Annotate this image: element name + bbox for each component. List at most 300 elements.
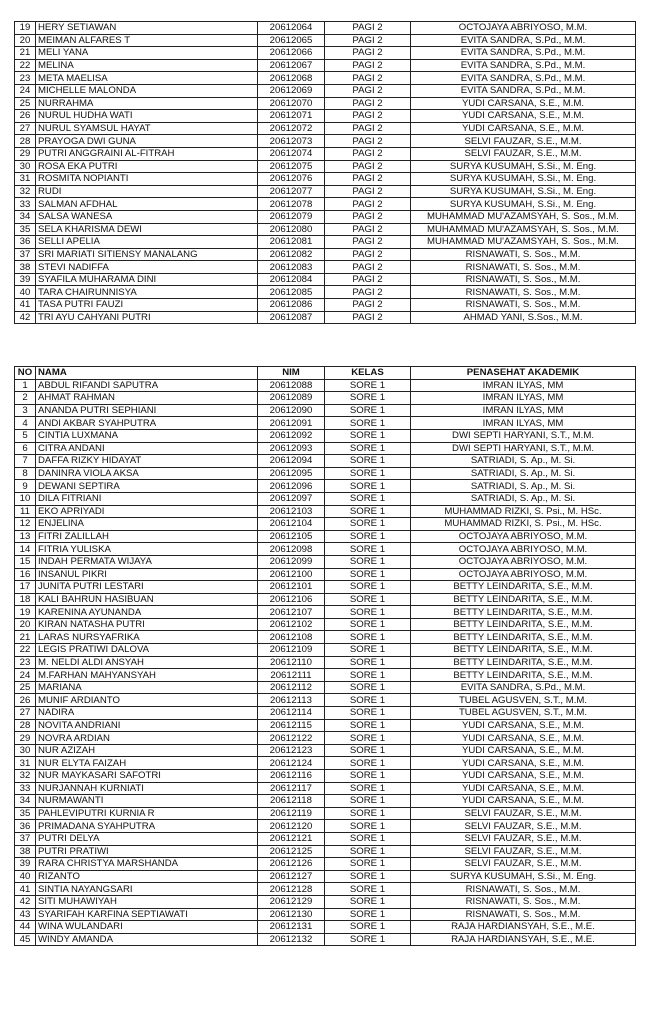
header-kelas: KELAS bbox=[325, 367, 411, 380]
class-name: PAGI 2 bbox=[325, 210, 411, 223]
student-name: NUR ELYTA FAIZAH bbox=[36, 757, 258, 770]
table-row bbox=[15, 782, 636, 795]
student-nim: 20612098 bbox=[258, 543, 325, 556]
header-nim: NIM bbox=[258, 367, 325, 380]
academic-advisor: SURYA KUSUMAH, S.Si., M. Eng. bbox=[411, 160, 636, 173]
row-number: 20 bbox=[15, 618, 36, 631]
student-nim: 20612121 bbox=[258, 832, 325, 845]
student-name: TASA PUTRI FAUZI bbox=[36, 299, 258, 312]
student-name: DEWANI SEPTIRA bbox=[36, 480, 258, 493]
student-name: NUR AZIZAH bbox=[36, 744, 258, 757]
row-number: 6 bbox=[15, 442, 36, 455]
academic-advisor: MUHAMMAD RIZKI, S. Psi., M. HSc. bbox=[411, 505, 636, 518]
class-name: PAGI 2 bbox=[325, 135, 411, 148]
table-row bbox=[15, 770, 636, 783]
student-nim: 20612092 bbox=[258, 429, 325, 442]
row-number: 11 bbox=[15, 505, 36, 518]
academic-advisor: TUBEL AGUSVEN, S.T., M.M. bbox=[411, 707, 636, 720]
row-number: 37 bbox=[15, 248, 36, 261]
academic-advisor: SATRIADI, S. Ap., M. Si. bbox=[411, 455, 636, 468]
academic-advisor: YUDI CARSANA, S.E., M.M. bbox=[411, 757, 636, 770]
student-name: CINTIA LUXMANA bbox=[36, 429, 258, 442]
student-nim: 20612124 bbox=[258, 757, 325, 770]
class-name: PAGI 2 bbox=[325, 84, 411, 97]
student-nim: 20612091 bbox=[258, 417, 325, 430]
student-nim: 20612074 bbox=[258, 147, 325, 160]
table-row bbox=[15, 581, 636, 594]
student-nim: 20612072 bbox=[258, 122, 325, 135]
student-nim: 20612099 bbox=[258, 555, 325, 568]
row-number: 25 bbox=[15, 97, 36, 110]
student-name: M.FARHAN MAHYANSYAH bbox=[36, 669, 258, 682]
student-name: ROSA EKA PUTRI bbox=[36, 160, 258, 173]
class-name: SORE 1 bbox=[325, 707, 411, 720]
row-number: 28 bbox=[15, 719, 36, 732]
academic-advisor: SURYA KUSUMAH, S.Si., M. Eng. bbox=[411, 870, 636, 883]
class-name: PAGI 2 bbox=[325, 72, 411, 85]
row-number: 33 bbox=[15, 782, 36, 795]
student-nim: 20612094 bbox=[258, 455, 325, 468]
class-name: SORE 1 bbox=[325, 744, 411, 757]
student-nim: 20612064 bbox=[258, 22, 325, 35]
student-nim: 20612081 bbox=[258, 236, 325, 249]
academic-advisor: OCTOJAYA ABRIYOSO, M.M. bbox=[411, 568, 636, 581]
student-name: DAFFA RIZKY HIDAYAT bbox=[36, 455, 258, 468]
student-nim: 20612084 bbox=[258, 273, 325, 286]
table-row bbox=[15, 530, 636, 543]
class-name: PAGI 2 bbox=[325, 286, 411, 299]
class-name: SORE 1 bbox=[325, 518, 411, 531]
table-row bbox=[15, 311, 636, 324]
class-name: PAGI 2 bbox=[325, 198, 411, 211]
student-nim: 20612120 bbox=[258, 820, 325, 833]
table-row bbox=[15, 618, 636, 631]
row-number: 35 bbox=[15, 223, 36, 236]
student-name: SYAFILA MUHARAMA DINI bbox=[36, 273, 258, 286]
student-nim: 20612123 bbox=[258, 744, 325, 757]
academic-advisor: YUDI CARSANA, S.E., M.M. bbox=[411, 795, 636, 808]
student-name: LARAS NURSYAFRIKA bbox=[36, 631, 258, 644]
student-name: DANINRA VIOLA AKSA bbox=[36, 467, 258, 480]
student-name: STEVI NADIFFA bbox=[36, 261, 258, 274]
row-number: 38 bbox=[15, 845, 36, 858]
student-name: SITI MUHAWIYAH bbox=[36, 895, 258, 908]
table-row bbox=[15, 820, 636, 833]
student-nim: 20612101 bbox=[258, 581, 325, 594]
student-name: PUTRI PRATIWI bbox=[36, 845, 258, 858]
row-number: 1 bbox=[15, 379, 36, 392]
table-row bbox=[15, 248, 636, 261]
academic-advisor: YUDI CARSANA, S.E., M.M. bbox=[411, 97, 636, 110]
class-name: SORE 1 bbox=[325, 492, 411, 505]
table-row bbox=[15, 543, 636, 556]
table-row bbox=[15, 467, 636, 480]
student-nim: 20612095 bbox=[258, 467, 325, 480]
student-name: TARA CHAIRUNNISYA bbox=[36, 286, 258, 299]
student-name: ANANDA PUTRI SEPHIANI bbox=[36, 404, 258, 417]
academic-advisor: SELVI FAUZAR, S.E., M.M. bbox=[411, 832, 636, 845]
student-name: NURMAWANTI bbox=[36, 795, 258, 808]
student-nim: 20612083 bbox=[258, 261, 325, 274]
class-name: SORE 1 bbox=[325, 858, 411, 871]
class-name: PAGI 2 bbox=[325, 160, 411, 173]
student-name: NADIRA bbox=[36, 707, 258, 720]
student-nim: 20612102 bbox=[258, 618, 325, 631]
student-nim: 20612093 bbox=[258, 442, 325, 455]
student-name: PRAYOGA DWI GUNA bbox=[36, 135, 258, 148]
academic-advisor: EVITA SANDRA, S.Pd., M.M. bbox=[411, 72, 636, 85]
student-name: MUNIF ARDIANTO bbox=[36, 694, 258, 707]
student-name: JUNITA PUTRI LESTARI bbox=[36, 581, 258, 594]
student-nim: 20612127 bbox=[258, 870, 325, 883]
academic-advisor: MUHAMMAD MU'AZAMSYAH, S. Sos., M.M. bbox=[411, 210, 636, 223]
table-row bbox=[15, 34, 636, 47]
academic-advisor: OCTOJAYA ABRIYOSO, M.M. bbox=[411, 530, 636, 543]
class-name: PAGI 2 bbox=[325, 261, 411, 274]
class-name: SORE 1 bbox=[325, 732, 411, 745]
academic-advisor: IMRAN ILYAS, MM bbox=[411, 404, 636, 417]
table-row bbox=[15, 694, 636, 707]
row-number: 35 bbox=[15, 807, 36, 820]
academic-advisor: RAJA HARDIANSYAH, S.E., M.E. bbox=[411, 933, 636, 946]
table-row bbox=[15, 442, 636, 455]
academic-advisor: BETTY LEINDARITA, S.E., M.M. bbox=[411, 618, 636, 631]
table-row bbox=[15, 883, 636, 896]
student-nim: 20612122 bbox=[258, 732, 325, 745]
student-name: PAHLEVIPUTRI KURNIA R bbox=[36, 807, 258, 820]
academic-advisor: SATRIADI, S. Ap., M. Si. bbox=[411, 467, 636, 480]
student-name: KARENINA AYUNANDA bbox=[36, 606, 258, 619]
class-name: PAGI 2 bbox=[325, 34, 411, 47]
academic-advisor: BETTY LEINDARITA, S.E., M.M. bbox=[411, 669, 636, 682]
row-number: 26 bbox=[15, 694, 36, 707]
row-number: 21 bbox=[15, 47, 36, 60]
academic-advisor: DWI SEPTI HARYANI, S.T., M.M. bbox=[411, 442, 636, 455]
table-row bbox=[15, 147, 636, 160]
class-name: PAGI 2 bbox=[325, 122, 411, 135]
class-name: PAGI 2 bbox=[325, 59, 411, 72]
class-name: SORE 1 bbox=[325, 870, 411, 883]
academic-advisor: EVITA SANDRA, S.Pd., M.M. bbox=[411, 681, 636, 694]
student-nim: 20612076 bbox=[258, 173, 325, 186]
class-name: PAGI 2 bbox=[325, 273, 411, 286]
academic-advisor: OCTOJAYA ABRIYOSO, M.M. bbox=[411, 555, 636, 568]
table-row bbox=[15, 273, 636, 286]
academic-advisor: MUHAMMAD RIZKI, S. Psi., M. HSc. bbox=[411, 518, 636, 531]
row-number: 31 bbox=[15, 173, 36, 186]
academic-advisor: MUHAMMAD MU'AZAMSYAH, S. Sos., M.M. bbox=[411, 223, 636, 236]
academic-advisor: TUBEL AGUSVEN, S.T., M.M. bbox=[411, 694, 636, 707]
row-number: 30 bbox=[15, 744, 36, 757]
class-name: PAGI 2 bbox=[325, 147, 411, 160]
student-name: PUTRI ANGGRAINI AL-FITRAH bbox=[36, 147, 258, 160]
class-name: SORE 1 bbox=[325, 543, 411, 556]
table-row bbox=[15, 795, 636, 808]
table-row bbox=[15, 299, 636, 312]
class-name: SORE 1 bbox=[325, 581, 411, 594]
student-name: DILA FITRIANI bbox=[36, 492, 258, 505]
student-name: NURJANNAH KURNIATI bbox=[36, 782, 258, 795]
table-row bbox=[15, 845, 636, 858]
academic-advisor: SELVI FAUZAR, S.E., M.M. bbox=[411, 858, 636, 871]
student-nim: 20612077 bbox=[258, 185, 325, 198]
class-name: SORE 1 bbox=[325, 392, 411, 405]
table-row bbox=[15, 122, 636, 135]
table-row bbox=[15, 732, 636, 745]
table-row bbox=[15, 97, 636, 110]
academic-advisor: SELVI FAUZAR, S.E., M.M. bbox=[411, 135, 636, 148]
academic-advisor: RAJA HARDIANSYAH, S.E., M.E. bbox=[411, 921, 636, 934]
row-number: 3 bbox=[15, 404, 36, 417]
table-row bbox=[15, 933, 636, 946]
academic-advisor: OCTOJAYA ABRIYOSO, M.M. bbox=[411, 543, 636, 556]
header-nama: NAMA bbox=[36, 367, 258, 380]
class-name: SORE 1 bbox=[325, 606, 411, 619]
row-number: 30 bbox=[15, 160, 36, 173]
class-name: PAGI 2 bbox=[325, 173, 411, 186]
class-name: SORE 1 bbox=[325, 895, 411, 908]
student-nim: 20612103 bbox=[258, 505, 325, 518]
header-no: NO bbox=[15, 367, 36, 380]
student-table-pagi-2-body bbox=[15, 22, 636, 324]
class-name: SORE 1 bbox=[325, 719, 411, 732]
table-row bbox=[15, 744, 636, 757]
student-nim: 20612110 bbox=[258, 656, 325, 669]
academic-advisor: MUHAMMAD MU'AZAMSYAH, S. Sos., M.M. bbox=[411, 236, 636, 249]
class-name: SORE 1 bbox=[325, 618, 411, 631]
class-name: SORE 1 bbox=[325, 467, 411, 480]
student-nim: 20612085 bbox=[258, 286, 325, 299]
academic-advisor: SURYA KUSUMAH, S.Si., M. Eng. bbox=[411, 173, 636, 186]
row-number: 23 bbox=[15, 72, 36, 85]
table-row bbox=[15, 757, 636, 770]
class-name: SORE 1 bbox=[325, 656, 411, 669]
student-nim: 20612068 bbox=[258, 72, 325, 85]
row-number: 22 bbox=[15, 59, 36, 72]
table-row bbox=[15, 555, 636, 568]
academic-advisor: SELVI FAUZAR, S.E., M.M. bbox=[411, 807, 636, 820]
class-name: SORE 1 bbox=[325, 883, 411, 896]
student-nim: 20612069 bbox=[258, 84, 325, 97]
table-row bbox=[15, 160, 636, 173]
student-nim: 20612111 bbox=[258, 669, 325, 682]
academic-advisor: RISNAWATI, S. Sos., M.M. bbox=[411, 299, 636, 312]
academic-advisor: RISNAWATI, S. Sos., M.M. bbox=[411, 908, 636, 921]
table-row bbox=[15, 568, 636, 581]
table-row bbox=[15, 455, 636, 468]
student-name: MELI YANA bbox=[36, 47, 258, 60]
class-name: SORE 1 bbox=[325, 845, 411, 858]
academic-advisor: EVITA SANDRA, S.Pd., M.M. bbox=[411, 84, 636, 97]
student-nim: 20612132 bbox=[258, 933, 325, 946]
table-row bbox=[15, 908, 636, 921]
student-nim: 20612131 bbox=[258, 921, 325, 934]
academic-advisor: EVITA SANDRA, S.Pd., M.M. bbox=[411, 59, 636, 72]
class-name: SORE 1 bbox=[325, 669, 411, 682]
academic-advisor: EVITA SANDRA, S.Pd., M.M. bbox=[411, 47, 636, 60]
academic-advisor: IMRAN ILYAS, MM bbox=[411, 392, 636, 405]
row-number: 14 bbox=[15, 543, 36, 556]
class-name: PAGI 2 bbox=[325, 47, 411, 60]
student-name: ABDUL RIFANDI SAPUTRA bbox=[36, 379, 258, 392]
class-name: SORE 1 bbox=[325, 921, 411, 934]
student-nim: 20612129 bbox=[258, 895, 325, 908]
row-number: 32 bbox=[15, 770, 36, 783]
row-number: 41 bbox=[15, 299, 36, 312]
row-number: 21 bbox=[15, 631, 36, 644]
student-nim: 20612109 bbox=[258, 644, 325, 657]
academic-advisor: IMRAN ILYAS, MM bbox=[411, 379, 636, 392]
student-nim: 20612066 bbox=[258, 47, 325, 60]
student-name: SINTIA NAYANGSARI bbox=[36, 883, 258, 896]
class-name: PAGI 2 bbox=[325, 299, 411, 312]
row-number: 25 bbox=[15, 681, 36, 694]
student-nim: 20612108 bbox=[258, 631, 325, 644]
table-row bbox=[15, 59, 636, 72]
academic-advisor: BETTY LEINDARITA, S.E., M.M. bbox=[411, 581, 636, 594]
header-penasehat-akademik: PENASEHAT AKADEMIK bbox=[411, 367, 636, 380]
academic-advisor: BETTY LEINDARITA, S.E., M.M. bbox=[411, 606, 636, 619]
table-row bbox=[15, 286, 636, 299]
row-number: 42 bbox=[15, 311, 36, 324]
class-name: SORE 1 bbox=[325, 681, 411, 694]
academic-advisor: YUDI CARSANA, S.E., M.M. bbox=[411, 770, 636, 783]
academic-advisor: BETTY LEINDARITA, S.E., M.M. bbox=[411, 656, 636, 669]
class-name: PAGI 2 bbox=[325, 248, 411, 261]
row-number: 41 bbox=[15, 883, 36, 896]
table-row bbox=[15, 22, 636, 35]
table-row bbox=[15, 669, 636, 682]
student-nim: 20612128 bbox=[258, 883, 325, 896]
row-number: 12 bbox=[15, 518, 36, 531]
table-row bbox=[15, 593, 636, 606]
student-nim: 20612118 bbox=[258, 795, 325, 808]
table-row bbox=[15, 480, 636, 493]
class-name: SORE 1 bbox=[325, 505, 411, 518]
student-nim: 20612088 bbox=[258, 379, 325, 392]
student-name: WINA WULANDARI bbox=[36, 921, 258, 934]
row-number: 29 bbox=[15, 147, 36, 160]
class-name: SORE 1 bbox=[325, 480, 411, 493]
student-name: MELINA bbox=[36, 59, 258, 72]
student-name: PRIMADANA SYAHPUTRA bbox=[36, 820, 258, 833]
row-number: 33 bbox=[15, 198, 36, 211]
student-name: SELA KHARISMA DEWI bbox=[36, 223, 258, 236]
class-name: SORE 1 bbox=[325, 417, 411, 430]
class-name: SORE 1 bbox=[325, 530, 411, 543]
class-name: SORE 1 bbox=[325, 404, 411, 417]
student-name: RUDI bbox=[36, 185, 258, 198]
row-number: 34 bbox=[15, 795, 36, 808]
academic-advisor: SELVI FAUZAR, S.E., M.M. bbox=[411, 820, 636, 833]
table-row bbox=[15, 832, 636, 845]
class-name: SORE 1 bbox=[325, 631, 411, 644]
class-name: SORE 1 bbox=[325, 770, 411, 783]
row-number: 42 bbox=[15, 895, 36, 908]
academic-advisor: SELVI FAUZAR, S.E., M.M. bbox=[411, 147, 636, 160]
student-nim: 20612070 bbox=[258, 97, 325, 110]
row-number: 39 bbox=[15, 273, 36, 286]
row-number: 10 bbox=[15, 492, 36, 505]
student-name: TRI AYU CAHYANI PUTRI bbox=[36, 311, 258, 324]
student-name: NUR MAYKASARI SAFOTRI bbox=[36, 770, 258, 783]
table-row bbox=[15, 223, 636, 236]
class-name: SORE 1 bbox=[325, 568, 411, 581]
academic-advisor: SURYA KUSUMAH, S.Si., M. Eng. bbox=[411, 198, 636, 211]
class-name: SORE 1 bbox=[325, 379, 411, 392]
student-nim: 20612082 bbox=[258, 248, 325, 261]
table-row bbox=[15, 261, 636, 274]
academic-advisor: RISNAWATI, S. Sos., M.M. bbox=[411, 895, 636, 908]
academic-advisor: SATRIADI, S. Ap., M. Si. bbox=[411, 492, 636, 505]
table-row bbox=[15, 858, 636, 871]
row-number: 40 bbox=[15, 286, 36, 299]
table-row bbox=[15, 707, 636, 720]
academic-advisor: SELVI FAUZAR, S.E., M.M. bbox=[411, 845, 636, 858]
student-nim: 20612105 bbox=[258, 530, 325, 543]
student-table-sore-1 bbox=[14, 366, 636, 946]
table-row bbox=[15, 492, 636, 505]
student-name: MICHELLE MALONDA bbox=[36, 84, 258, 97]
student-nim: 20612073 bbox=[258, 135, 325, 148]
row-number: 29 bbox=[15, 732, 36, 745]
row-number: 4 bbox=[15, 417, 36, 430]
student-name: PUTRI DELYA bbox=[36, 832, 258, 845]
student-nim: 20612071 bbox=[258, 110, 325, 123]
student-name: MEIMAN ALFARES T bbox=[36, 34, 258, 47]
student-nim: 20612114 bbox=[258, 707, 325, 720]
academic-advisor: OCTOJAYA ABRIYOSO, M.M. bbox=[411, 22, 636, 35]
student-name: ROSMITA NOPIANTI bbox=[36, 173, 258, 186]
table-row bbox=[15, 417, 636, 430]
class-name: SORE 1 bbox=[325, 455, 411, 468]
student-nim: 20612080 bbox=[258, 223, 325, 236]
academic-advisor: YUDI CARSANA, S.E., M.M. bbox=[411, 732, 636, 745]
table-row bbox=[15, 631, 636, 644]
student-nim: 20612126 bbox=[258, 858, 325, 871]
academic-advisor: YUDI CARSANA, S.E., M.M. bbox=[411, 782, 636, 795]
table-row bbox=[15, 681, 636, 694]
class-name: SORE 1 bbox=[325, 908, 411, 921]
class-name: SORE 1 bbox=[325, 795, 411, 808]
row-number: 39 bbox=[15, 858, 36, 871]
student-name: AHMAT RAHMAN bbox=[36, 392, 258, 405]
table-row bbox=[15, 895, 636, 908]
row-number: 20 bbox=[15, 34, 36, 47]
table-row bbox=[15, 656, 636, 669]
row-number: 19 bbox=[15, 22, 36, 35]
table-row bbox=[15, 198, 636, 211]
table-row bbox=[15, 606, 636, 619]
row-number: 16 bbox=[15, 568, 36, 581]
class-name: PAGI 2 bbox=[325, 223, 411, 236]
row-number: 2 bbox=[15, 392, 36, 405]
row-number: 23 bbox=[15, 656, 36, 669]
class-name: SORE 1 bbox=[325, 555, 411, 568]
row-number: 19 bbox=[15, 606, 36, 619]
student-nim: 20612115 bbox=[258, 719, 325, 732]
academic-advisor: SATRIADI, S. Ap., M. Si. bbox=[411, 480, 636, 493]
table-row bbox=[15, 47, 636, 60]
table-row bbox=[15, 921, 636, 934]
student-nim: 20612116 bbox=[258, 770, 325, 783]
student-nim: 20612106 bbox=[258, 593, 325, 606]
student-name: EKO APRIYADI bbox=[36, 505, 258, 518]
class-name: SORE 1 bbox=[325, 832, 411, 845]
table-row bbox=[15, 392, 636, 405]
student-nim: 20612078 bbox=[258, 198, 325, 211]
student-name: ENJELINA bbox=[36, 518, 258, 531]
